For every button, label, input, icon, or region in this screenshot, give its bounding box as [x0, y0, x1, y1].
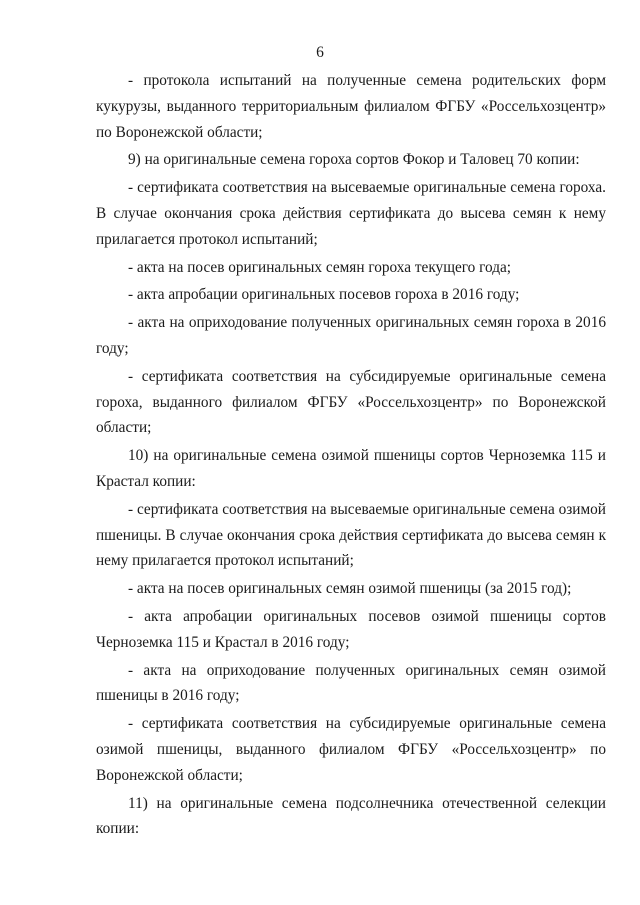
paragraph: 9) на оригинальные семена гороха сортов Фокор и Таловец 70 копии: — [128, 151, 580, 169]
paragraph: - акта апробации оригинальных посевов гороха в 2016 году; — [128, 286, 520, 304]
paragraph: - акта на посев оригинальных семян гороха текущего года; — [128, 258, 512, 276]
paragraph: - сертификата соответствия на высеваемые оригинальные семена озимой пшеницы. В случае окончания срока действия сертификата до высева семян к нему прилагается протокол испытаний; — [96, 500, 606, 570]
paragraph: 11) на оригинальные семена подсолнечника отечественной селекции копии: — [96, 794, 606, 838]
paragraph: - акта апробации оригинальных посевов озимой пшеницы сортов Черноземка 115 и Крастал в 2016 году; — [96, 607, 606, 651]
paragraph: - акта на оприходование полученных оригинальных семян гороха в 2016 году; — [96, 314, 606, 357]
paragraph: - сертификата соответствия на субсидируемые оригинальные семена озимой пшеницы, выданного филиалом ФГБУ «Россельхозцентр» по Воронежской области; — [96, 715, 606, 784]
paragraph: - акта на посев оригинальных семян озимой пшеницы (за 2015 год); — [128, 580, 572, 598]
document-body — [96, 68, 606, 844]
page-number: 6 — [316, 44, 324, 61]
paragraph: 10) на оригинальные семена озимой пшеницы сортов Черноземка 115 и Крастал копии: — [96, 447, 606, 490]
paragraph: - сертификата соответствия на высеваемые оригинальные семена гороха. В случае окончания срока действия сертификата до высева семян к нему прилагается протокол испытаний; — [96, 179, 606, 248]
paragraph: - протокола испытаний на полученные семена родительских форм кукурузы, выданного территориальным филиалом ФГБУ «Россельхозцентр» по Воронежской области; — [96, 72, 606, 141]
paragraph: - акта на оприходование полученных оригинальных семян озимой пшеницы в 2016 году; — [96, 661, 606, 705]
paragraph: - сертификата соответствия на субсидируемые оригинальные семена гороха, выданного филиалом ФГБУ «Россельхозцентр» по Воронежской области; — [96, 367, 606, 437]
